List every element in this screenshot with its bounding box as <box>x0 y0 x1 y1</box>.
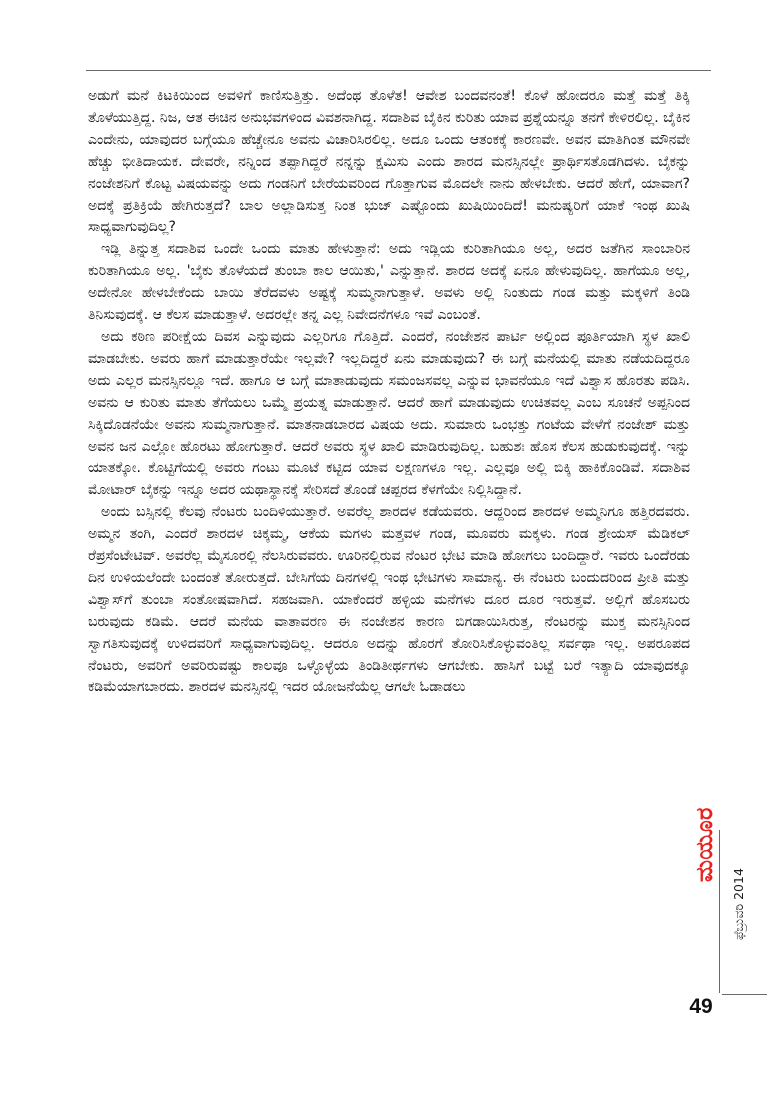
sidebar-divider <box>719 830 720 993</box>
paragraph: ಅಂದು ಬಸ್ಸಿನಲ್ಲಿ ಕೆಲವು ನೆಂಟರು ಬಂದಿಳಿಯುತ್ತಾರೆ. ಅವರೆಲ್ಲ ಶಾರದಳ ಕಡೆಯವರು. ಆದ್ದರಿಂದ ಶಾರದಳ ಅಮ್ಮನಿಗೂ ಹತ್ತಿರದವರು. ಅಮ್ಮನ ತಂಗಿ, ಎಂದರೆ ಶಾರದಳ ಚಿಕ್ಕಮ್ಮ, ಆಕೆಯ ಮಗಳು ಮತ್ತವಳ ಗಂಡ, ಮೂವರು ಮಕ್ಕಳು. ಗಂಡ ಶ್ರೇಯಸ್ ಮೆಡಿಕಲ್ ರೆಪ್ರಸೆಂಟೇಟಿವ್. ಅವರೆಲ್ಲ ಮೈಸೂರಲ್ಲಿ ನೆಲಸಿರುವವರು. ಊರಿನಲ್ಲಿರುವ ನೆಂಟರ ಭೇಟಿ ಮಾಡಿ ಹೋಗಲು ಬಂದಿದ್ದಾರೆ. ಇವರು ಒಂದೆರಡು ದಿನ ಉಳಿಯಲೆಂದೇ ಬಂದಂತೆ ತೋರುತ್ತದೆ. ಬೇಸಿಗೆಯ ದಿನಗಳಲ್ಲಿ ಇಂಥ ಭೇಟಿಗಳು ಸಾಮಾನ್ಯ. ಈ ನೆಂಟರು ಬಂದುದರಿಂದ ಪ್ರೀತಿ ಮತ್ತು ವಿಶ್ವಾಸ್‌ಗೆ ತುಂಬಾ ಸಂತೋಷವಾಗಿದೆ. ಸಹಜವಾಗಿ. ಯಾಕೆಂದರೆ ಹಳ್ಳಿಯ ಮನೆಗಳು ದೂರ ದೂರ ಇರುತ್ತವೆ. ಅಲ್ಲಿಗೆ ಹೊಸಬರು ಬರುವುದು ಕಡಿಮೆ. ಆದರೆ ಮನೆಯ ವಾತಾವರಣ ಈ ನಂಜೇಶನ ಕಾರಣ ಬಿಗಡಾಯಿಸಿರುತ್ತ, ನೆಂಟರನ್ನು ಮುಕ್ತ ಮನಸ್ಸಿನಿಂದ ಸ್ವಾಗತಿಸುವುದಕ್ಕೆ ಉಳಿದವರಿಗೆ ಸಾಧ್ಯವಾಗುವುದಿಲ್ಲ. ಆದರೂ ಅದನ್ನು ಹೊರಗೆ ತೋರಿಸಿಕೊಳ್ಳುವಂತಿಲ್ಲ ಸರ್ವಥಾ ಇಲ್ಲ. ಅಪರೂಪದ ನೆಂಟರು, ಅವರಿಗೆ ಅವರಿರುವಷ್ಟು ಕಾಲವೂ ಒಳ್ಳೊಳ್ಳೆಯ ತಿಂಡಿತೀರ್ಥಗಳು ಆಗಬೇಕು. ಹಾಸಿಗೆ ಬಟ್ಟೆ ಬರೆ ಇತ್ಯಾದಿ ಯಾವುದಕ್ಕೂ ಕಡಿಮೆಯಾಗಬಾರದು. ಶಾರದಳ ಮನಸ್ಸಿನಲ್ಲಿ ಇದರ ಯೋಜನೆಯೆಲ್ಲ ಆಗಲೇ ಓಡಾಡಲು <box>88 504 690 696</box>
page-number: 49 <box>689 995 713 1018</box>
magazine-masthead-logo: ಮಯೂರ <box>692 807 718 882</box>
paragraph: ಅಡುಗೆ ಮನೆ ಕಿಟಕಿಯಿಂದ ಅವಳಿಗೆ ಕಾಣಿಸುತ್ತಿತ್ತು. ಅದೆಂಥ ತೊಳೆತ! ಆವೇಶ ಬಂದವನಂತೆ! ಕೊಳೆ ಹೋದರೂ ಮತ್ತೆ ಮತ್ತೆ ತಿಕ್ಕಿ ತೊಳೆಯುತ್ತಿದ್ದ. ನಿಜ, ಆತ ಈಚಿನ ಅನುಭವಗಳಿಂದ ವಿವಶನಾಗಿದ್ದ. ಸದಾಶಿವ ಬೈಕಿನ ಕುರಿತು ಯಾವ ಪ್ರಶ್ನೆಯನ್ನೂ ತನಗೆ ಕೇಳಿರಲಿಲ್ಲ. ಬೈಕಿನ ಎಂದೇನು, ಯಾವುದರ ಬಗ್ಗೆಯೂ ಹೆಚ್ಚೇನೂ ಅವನು ವಿಚಾರಿಸಿರಲಿಲ್ಲ. ಅದೂ ಒಂದು ಆತಂಕಕ್ಕೆ ಕಾರಣವೇ. ಅವನ ಮಾತಿಗಿಂತ ಮೌನವೇ ಹೆಚ್ಚು ಭೀತಿದಾಯಕ. ದೇವರೇ, ನನ್ನಿಂದ ತಪ್ಪಾಗಿದ್ದರೆ ನನ್ನನ್ನು ಕ್ಷಮಿಸು ಎಂದು ಶಾರದ ಮನಸ್ಸಿನಲ್ಲೇ ಪ್ರಾರ್ಥಿಸತೊಡಗಿದಳು. ಬೈಕನ್ನು ನಂಜೇಶನಿಗೆ ಕೊಟ್ಟ ವಿಷಯವನ್ನು ಅದು ಗಂಡನಿಗೆ ಬೇರೆಯವರಿಂದ ಗೊತ್ತಾಗುವ ಮೊದಲೇ ನಾನು ಹೇಳಬೇಕು. ಆದರೆ ಹೇಗೆ, ಯಾವಾಗ? ಅದಕ್ಕೆ ಪ್ರತಿಕ್ರಿಯೆ ಹೇಗಿರುತ್ತದೆ? ಬಾಲ ಅಲ್ಲಾಡಿಸುತ್ತ ನಿಂತ ಭುಜ್ ಎಷ್ಟೊಂದು ಖುಷಿಯಿಂದಿದೆ! ಮನುಷ್ಯರಿಗೆ ಯಾಕೆ ಇಂಥ ಖುಷಿ ಸಾಧ್ಯವಾಗುವುದಿಲ್ಲ? <box>88 88 690 236</box>
article-body <box>88 86 690 699</box>
footer-divider <box>722 994 767 995</box>
paragraph: ಅದು ಕಠಿಣ ಪರೀಕ್ಷೆಯ ದಿವಸ ಎನ್ನುವುದು ಎಲ್ಲರಿಗೂ ಗೊತ್ತಿದೆ. ಎಂದರೆ, ನಂಜೇಶನ ಪಾರ್ಟಿ ಅಲ್ಲಿಂದ ಪೂರ್ತಿಯಾಗಿ ಸ್ಥಳ ಖಾಲಿ ಮಾಡಬೇಕು. ಅವರು ಹಾಗೆ ಮಾಡುತ್ತಾರೆಯೇ ಇಲ್ಲವೇ? ಇಲ್ಲದಿದ್ದರೆ ಏನು ಮಾಡುವುದು? ಈ ಬಗ್ಗೆ ಮನೆಯಲ್ಲಿ ಮಾತು ನಡೆಯದಿದ್ದರೂ ಅದು ಎಲ್ಲರ ಮನಸ್ಸಿನಲ್ಲೂ ಇದೆ. ಹಾಗೂ ಆ ಬಗ್ಗೆ ಮಾತಾಡುವುದು ಸಮಂಜಸವಲ್ಲ ಎನ್ನುವ ಭಾವನೆಯೂ ಇದೆ ವಿಶ್ವಾಸ ಹೊರತು ಪಡಿಸಿ. ಅವನು ಆ ಕುರಿತು ಮಾತು ತೆಗೆಯಲು ಒಮ್ಮೆ ಪ್ರಯತ್ನ ಮಾಡುತ್ತಾನೆ. ಆದರೆ ಹಾಗೆ ಮಾಡುವುದು ಉಚಿತವಲ್ಲ ಎಂಬ ಸೂಚನೆ ಅಪ್ಪನಿಂದ ಸಿಕ್ಕಿದೊಡನೆಯೇ ಅವನು ಸುಮ್ಮನಾಗುತ್ತಾನೆ. ಮಾತನಾಡಬಾರದ ವಿಷಯ ಅದು. ಸುಮಾರು ಒಂಭತ್ತು ಗಂಟೆಯ ವೇಳೆಗೆ ನಂಜೇಶ್ ಮತ್ತು ಅವನ ಜನ ಎಲ್ಲೋ ಹೊರಟು ಹೋಗುತ್ತಾರೆ. ಆದರೆ ಅವರು ಸ್ಥಳ ಖಾಲಿ ಮಾಡಿರುವುದಿಲ್ಲ. ಬಹುಶಃ ಹೊಸ ಕೆಲಸ ಹುಡುಕುವುದಕ್ಕೆ. ಇನ್ನು ಯಾತಕ್ಕೋ. ಕೊಟ್ಟಿಗೆಯಲ್ಲಿ ಅವರು ಗಂಟು ಮೂಟೆ ಕಟ್ಟಿದ ಯಾವ ಲಕ್ಷಣಗಳೂ ಇಲ್ಲ. ಎಲ್ಲವೂ ಅಲ್ಲಿ ಬಿಕ್ಕಿ ಹಾಕಿಕೊಂಡಿವೆ. ಸದಾಶಿವ ಮೋಟಾರ್ ಬೈಕನ್ನು ಇನ್ನೂ ಅದರ ಯಥಾಸ್ಥಾನಕ್ಕೆ ಸೇರಿಸದೆ ತೊಂಡೆ ಚಪ್ಪರದ ಕೆಳಗೆಯೇ ನಿಲ್ಲಿಸಿದ್ದಾನೆ. <box>88 328 690 499</box>
paragraph: ಇಡ್ಲಿ ತಿನ್ನುತ್ತ ಸದಾಶಿವ ಒಂದೇ ಒಂದು ಮಾತು ಹೇಳುತ್ತಾನೆ: ಅದು ಇಡ್ಲಿಯ ಕುರಿತಾಗಿಯೂ ಅಲ್ಲ, ಅದರ ಜತೆಗಿನ ಸಾಂಬಾರಿನ ಕುರಿತಾಗಿಯೂ ಅಲ್ಲ. 'ಬೈಕು ತೊಳೆಯದೆ ತುಂಬಾ ಕಾಲ ಆಯಿತು,' ಎನ್ನುತ್ತಾನೆ. ಶಾರದ ಅದಕ್ಕೆ ಏನೂ ಹೇಳುವುದಿಲ್ಲ. ಹಾಗೆಯೂ ಅಲ್ಲ, ಅದೇನೋ ಹೇಳಬೇಕೆಂದು ಬಾಯಿ ತೆರೆದವಳು ಅಷ್ಟಕ್ಕೆ ಸುಮ್ಮನಾಗುತ್ತಾಳೆ. ಅವಳು ಅಲ್ಲಿ ನಿಂತುದು ಗಂಡ ಮತ್ತು ಮಕ್ಕಳಿಗೆ ತಿಂಡಿ ತಿನಿಸುವುದಕ್ಕೆ. ಆ ಕೆಲಸ ಮಾಡುತ್ತಾಳೆ. ಅದರಲ್ಲೇ ತನ್ನ ಎಲ್ಲ ನಿವೇದನೆಗಳೂ ಇವೆ ಎಂಬಂತೆ. <box>88 241 690 324</box>
header-divider <box>86 70 711 71</box>
issue-date: ಫೆಬ್ರುವರಿ 2014 <box>731 868 746 940</box>
